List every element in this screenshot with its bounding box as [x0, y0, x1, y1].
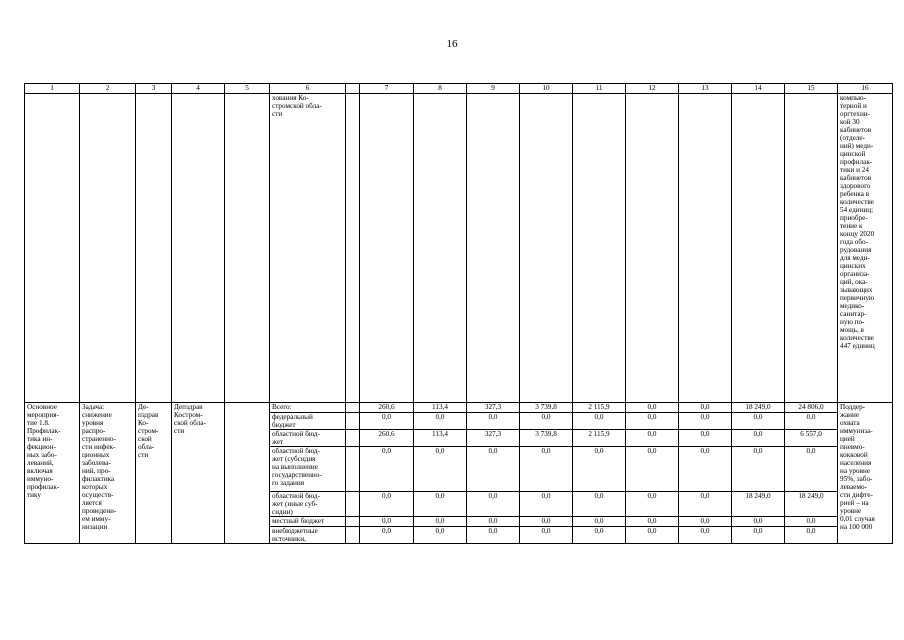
funding-value-cell: 0,0: [626, 403, 679, 413]
funding-value-cell: 0,0: [626, 413, 679, 430]
column-number-cell: 5: [225, 84, 270, 94]
funding-value-cell: 0,0: [414, 447, 467, 492]
funding-value-cell: 0,0: [360, 527, 414, 544]
funding-value-cell: 18 249,0: [732, 492, 785, 517]
funding-value-cell: 0,0: [679, 517, 732, 527]
column-number-cell: 8: [414, 84, 467, 94]
funding-value-cell: 0,0: [785, 413, 838, 430]
funding-value-cell: 0,0: [732, 517, 785, 527]
funding-value-cell: 0,0: [467, 527, 520, 544]
column-number-cell: 4: [172, 84, 225, 94]
funding-source-cell: внебюджетные источники,: [270, 527, 346, 544]
empty-cell: [136, 94, 172, 403]
empty-cell: [346, 527, 360, 544]
column-number-cell: 9: [467, 84, 520, 94]
empty-cell: [346, 94, 360, 403]
funding-value-cell: 0,0: [520, 492, 573, 517]
funding-value-cell: 0,0: [573, 517, 626, 527]
funding-value-cell: 0,0: [732, 447, 785, 492]
empty-cell: [573, 94, 626, 403]
empty-cell: [626, 94, 679, 403]
empty-cell: [520, 94, 573, 403]
program-table: [24, 83, 893, 544]
column-number-cell: 1: [25, 84, 80, 94]
funding-value-cell: 0,0: [626, 447, 679, 492]
funding-value-cell: 0,0: [732, 413, 785, 430]
funding-source-cell: областной бюд- жет: [270, 430, 346, 447]
column-number-cell: 3: [136, 84, 172, 94]
funding-value-cell: 18 249,0: [732, 403, 785, 413]
empty-cell: [346, 492, 360, 517]
funding-value-cell: 0,0: [520, 413, 573, 430]
empty-cell: [346, 447, 360, 492]
funding-value-cell: 2 115,9: [573, 430, 626, 447]
empty-cell: [414, 94, 467, 403]
funding-value-cell: 0,0: [414, 517, 467, 527]
column-number-cell: 15: [785, 84, 838, 94]
funding-value-cell: 0,0: [626, 517, 679, 527]
column-number-cell: 6: [270, 84, 346, 94]
funding-value-cell: 0,0: [467, 413, 520, 430]
empty-cell: [346, 413, 360, 430]
column-number-cell: [346, 84, 360, 94]
funding-value-cell: 260,6: [360, 403, 414, 413]
funding-source-cell: хования Ко- стромской обла- сти: [270, 94, 346, 403]
funding-value-cell: 3 739,8: [520, 430, 573, 447]
funding-value-cell: 0,0: [520, 517, 573, 527]
funding-value-cell: 0,0: [785, 517, 838, 527]
funding-value-cell: 0,0: [520, 527, 573, 544]
column-number-cell: 10: [520, 84, 573, 94]
funding-value-cell: 113,4: [414, 430, 467, 447]
continued-row: [25, 94, 893, 403]
funding-value-cell: 0,0: [573, 527, 626, 544]
funding-value-cell: 0,0: [679, 492, 732, 517]
column-number-cell: 2: [80, 84, 136, 94]
funding-source-cell: Всего:: [270, 403, 346, 413]
funding-source-cell: федеральный бюджет: [270, 413, 346, 430]
funding-value-cell: 0,0: [360, 517, 414, 527]
funding-value-cell: 18 249,0: [785, 492, 838, 517]
executor-cell: Депздрав Костром- ской обла- сти: [172, 403, 225, 544]
empty-cell: [225, 403, 270, 544]
funding-row: [25, 403, 893, 413]
funding-value-cell: 0,0: [679, 413, 732, 430]
funding-value-cell: 24 806,0: [785, 403, 838, 413]
page-number: 16: [446, 38, 458, 50]
funding-value-cell: 0,0: [785, 447, 838, 492]
funding-source-cell: областной бюд- жет (иные суб- сидии): [270, 492, 346, 517]
funding-value-cell: 0,0: [785, 527, 838, 544]
expected-result-cell: Поддер- жание охвата иммуниза- цией пневмо- кокковой населения на уровне 95%, забо- леваемо- сти дифте- рией – на уровне 0,01 случая на 100 000: [838, 403, 893, 544]
funding-value-cell: 0,0: [414, 527, 467, 544]
funding-value-cell: 3 739,8: [520, 403, 573, 413]
funding-value-cell: 0,0: [573, 447, 626, 492]
event-name-cell: Основное мероприя- тие 1.8. Профилак- тика ин- фекцион- ных забо- леваний, включая иммуно- профилак- тику: [25, 403, 80, 544]
empty-cell: [172, 94, 225, 403]
funding-value-cell: 0,0: [414, 492, 467, 517]
funding-value-cell: 260,6: [360, 430, 414, 447]
funding-value-cell: 6 557,0: [785, 430, 838, 447]
funding-value-cell: 0,0: [679, 447, 732, 492]
funding-value-cell: 0,0: [467, 447, 520, 492]
funding-value-cell: 0,0: [573, 413, 626, 430]
funding-value-cell: 0,0: [467, 517, 520, 527]
funding-value-cell: 0,0: [414, 413, 467, 430]
funding-value-cell: 2 115,9: [573, 403, 626, 413]
empty-cell: [467, 94, 520, 403]
funding-value-cell: 0,0: [573, 492, 626, 517]
empty-cell: [225, 94, 270, 403]
funding-value-cell: 0,0: [360, 492, 414, 517]
funding-value-cell: 0,0: [520, 447, 573, 492]
column-number-cell: 7: [360, 84, 414, 94]
column-number-cell: 14: [732, 84, 785, 94]
funding-value-cell: 0,0: [626, 527, 679, 544]
responsible-cell: Де- пздрав Ко- стром- ской обла- сти: [136, 403, 172, 544]
funding-value-cell: 0,0: [732, 527, 785, 544]
empty-cell: [80, 94, 136, 403]
funding-value-cell: 0,0: [679, 403, 732, 413]
funding-source-cell: областной бюд- жет (субсидия на выполнение государственно- го задания: [270, 447, 346, 492]
column-number-cell: 16: [838, 84, 893, 94]
column-number-cell: 12: [626, 84, 679, 94]
empty-cell: [346, 430, 360, 447]
funding-value-cell: 0,0: [360, 447, 414, 492]
funding-value-cell: 0,0: [679, 430, 732, 447]
funding-value-cell: 0,0: [626, 492, 679, 517]
funding-value-cell: 0,0: [732, 430, 785, 447]
empty-cell: [346, 517, 360, 527]
funding-source-cell: местный бюджет: [270, 517, 346, 527]
funding-value-cell: 0,0: [679, 527, 732, 544]
empty-cell: [25, 94, 80, 403]
funding-value-cell: 113,4: [414, 403, 467, 413]
task-cell: Задача: снижение уровня распро- страненно- сти инфек- ционных заболева- ний, про- филактика которых осуществ- ляется проведени- ем имму- низации: [80, 403, 136, 544]
empty-cell: [346, 403, 360, 413]
funding-value-cell: 327,3: [467, 403, 520, 413]
funding-value-cell: 327,3: [467, 430, 520, 447]
empty-cell: [785, 94, 838, 403]
empty-cell: [732, 94, 785, 403]
empty-cell: [360, 94, 414, 403]
column-number-cell: 11: [573, 84, 626, 94]
column-number-cell: 13: [679, 84, 732, 94]
funding-value-cell: 0,0: [626, 430, 679, 447]
empty-cell: [679, 94, 732, 403]
expected-result-cell: компью- терной и оргтехни- кой 30 кабинетов (отделе- ний) меди- цинской профилак- тики и 24 кабинетов здорового ребенка в количестве 54 единиц; приобре- тение к концу 2020 года обо- рудования для меди- цинских организа- ций, ока- зывающих первичную медико- санитар- ную по- мощь, в количестве 447 единиц: [838, 94, 893, 403]
column-number-row: [25, 84, 893, 94]
funding-value-cell: 0,0: [360, 413, 414, 430]
funding-value-cell: 0,0: [467, 492, 520, 517]
